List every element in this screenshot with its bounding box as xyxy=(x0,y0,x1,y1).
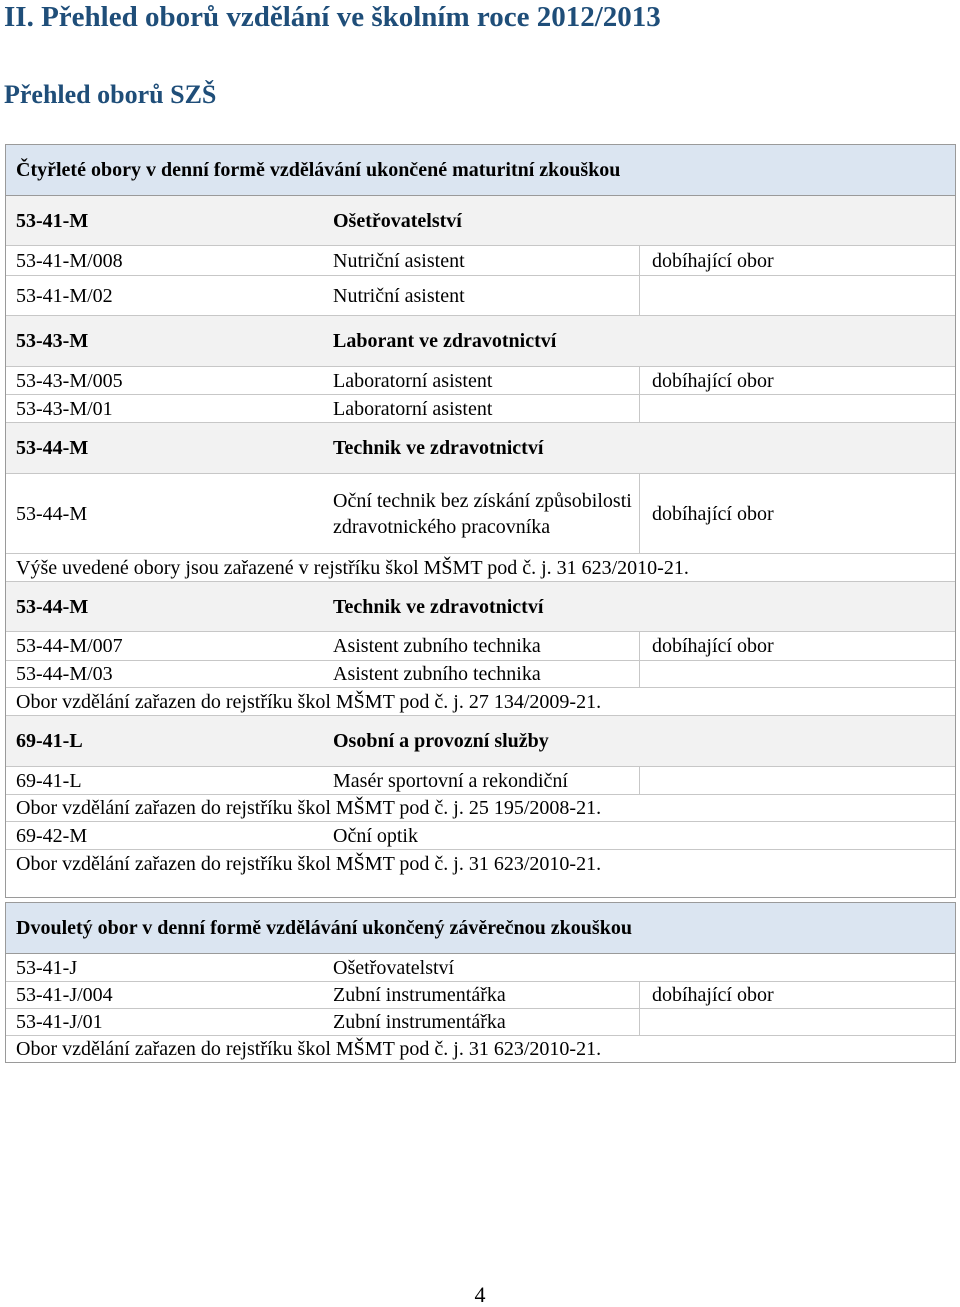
program-name: Technik ve zdravotnictví xyxy=(333,595,544,618)
table-row xyxy=(6,954,955,982)
program-name: Laboratorní asistent xyxy=(333,397,493,420)
table-header-row xyxy=(6,145,955,196)
program-code: 53-44-M xyxy=(16,437,89,459)
program-name: Zubní instrumentářka xyxy=(333,1011,506,1033)
table-header: Čtyřleté obory v denní formě vzdělávání ukončené maturitní zkouškou xyxy=(16,159,621,181)
table-header: Dvouletý obor v denní formě vzdělávání ukončený závěrečnou zkouškou xyxy=(16,917,632,939)
program-name: Nutriční asistent xyxy=(333,249,465,272)
program-name: Laboratorní asistent xyxy=(333,369,493,392)
program-name: Nutriční asistent xyxy=(333,284,465,307)
program-status: dobíhající obor xyxy=(639,474,955,553)
program-name: Asistent zubního technika xyxy=(333,635,541,657)
program-code: 53-44-M xyxy=(16,502,88,525)
program-code: 69-41-L xyxy=(16,730,83,752)
table-row xyxy=(6,395,955,423)
program-status xyxy=(639,276,955,315)
table-row xyxy=(6,246,955,276)
program-code: 53-43-M xyxy=(16,330,89,352)
table-two-year-program xyxy=(5,902,956,1063)
table-row xyxy=(6,688,955,716)
table-row xyxy=(6,196,955,246)
page-number: 4 xyxy=(474,1282,486,1307)
program-code: 53-41-J/004 xyxy=(16,984,113,1006)
table-row xyxy=(6,367,955,395)
program-name: Technik ve zdravotnictví xyxy=(333,437,544,459)
table-row xyxy=(6,661,955,688)
program-code: 53-44-M/007 xyxy=(16,635,123,657)
registry-note: Obor vzdělání zařazen do rejstříku škol MŠMT pod č. j. 25 195/2008-21. xyxy=(16,797,602,819)
program-name: Laborant ve zdravotnictví xyxy=(333,330,557,352)
program-status: dobíhající obor xyxy=(639,632,955,660)
table-header-row xyxy=(6,903,955,954)
table-row xyxy=(6,716,955,767)
program-name: Zubní instrumentářka xyxy=(333,984,506,1006)
table-row xyxy=(6,276,955,316)
registry-note: Výše uvedené obory jsou zařazené v rejstříku škol MŠMT pod č. j. 31 623/2010-21. xyxy=(16,556,689,579)
table-row xyxy=(6,982,955,1009)
page-heading: II. Přehled oborů vzdělání ve školním roce 2012/2013 xyxy=(4,1,661,33)
table-row xyxy=(6,316,955,367)
program-status: dobíhající obor xyxy=(639,982,955,1008)
program-status xyxy=(639,661,955,687)
program-name: Oční technik bez získání způsobilosti zdravotnického pracovníka xyxy=(333,489,632,538)
program-code: 53-41-M xyxy=(16,209,89,232)
program-name: Osobní a provozní služby xyxy=(333,730,549,752)
program-code: 53-44-M/03 xyxy=(16,663,113,685)
registry-note: Obor vzdělání zařazen do rejstříku škol MŠMT pod č. j. 27 134/2009-21. xyxy=(16,690,602,713)
table-row xyxy=(6,822,955,850)
program-code: 53-41-M/008 xyxy=(16,249,123,272)
section-heading: Přehled oborů SZŠ xyxy=(4,80,217,109)
program-name: Ošetřovatelství xyxy=(333,209,462,232)
program-code: 53-43-M/01 xyxy=(16,397,113,420)
program-code: 69-41-L xyxy=(16,769,82,792)
program-name: Oční optik xyxy=(333,824,418,847)
program-code: 53-44-M xyxy=(16,595,89,618)
program-code: 53-43-M/005 xyxy=(16,369,123,392)
program-status: dobíhající obor xyxy=(639,246,955,275)
program-code: 53-41-J xyxy=(16,956,78,979)
table-row xyxy=(6,767,955,795)
program-status xyxy=(639,1009,955,1035)
program-code: 53-41-M/02 xyxy=(16,284,113,307)
registry-note: Obor vzdělání zařazen do rejstříku škol MŠMT pod č. j. 31 623/2010-21. xyxy=(16,1038,602,1060)
program-name: Asistent zubního technika xyxy=(333,663,541,685)
table-row xyxy=(6,582,955,632)
program-name: Ošetřovatelství xyxy=(333,956,455,979)
program-name: Masér sportovní a rekondiční xyxy=(333,769,568,792)
table-row xyxy=(6,554,955,582)
program-status xyxy=(639,767,955,794)
program-code: 69-42-M xyxy=(16,824,88,847)
table-row xyxy=(6,423,955,474)
table-row xyxy=(6,1009,955,1036)
table-row xyxy=(6,795,955,822)
program-code: 53-41-J/01 xyxy=(16,1011,103,1033)
table-row xyxy=(6,474,955,554)
table-row xyxy=(6,632,955,661)
table-row xyxy=(6,1036,955,1062)
table-row xyxy=(6,850,955,878)
program-status xyxy=(639,395,955,422)
registry-note: Obor vzdělání zařazen do rejstříku škol MŠMT pod č. j. 31 623/2010-21. xyxy=(16,853,602,875)
table-four-year-programs xyxy=(5,144,956,898)
program-status: dobíhající obor xyxy=(639,367,955,394)
